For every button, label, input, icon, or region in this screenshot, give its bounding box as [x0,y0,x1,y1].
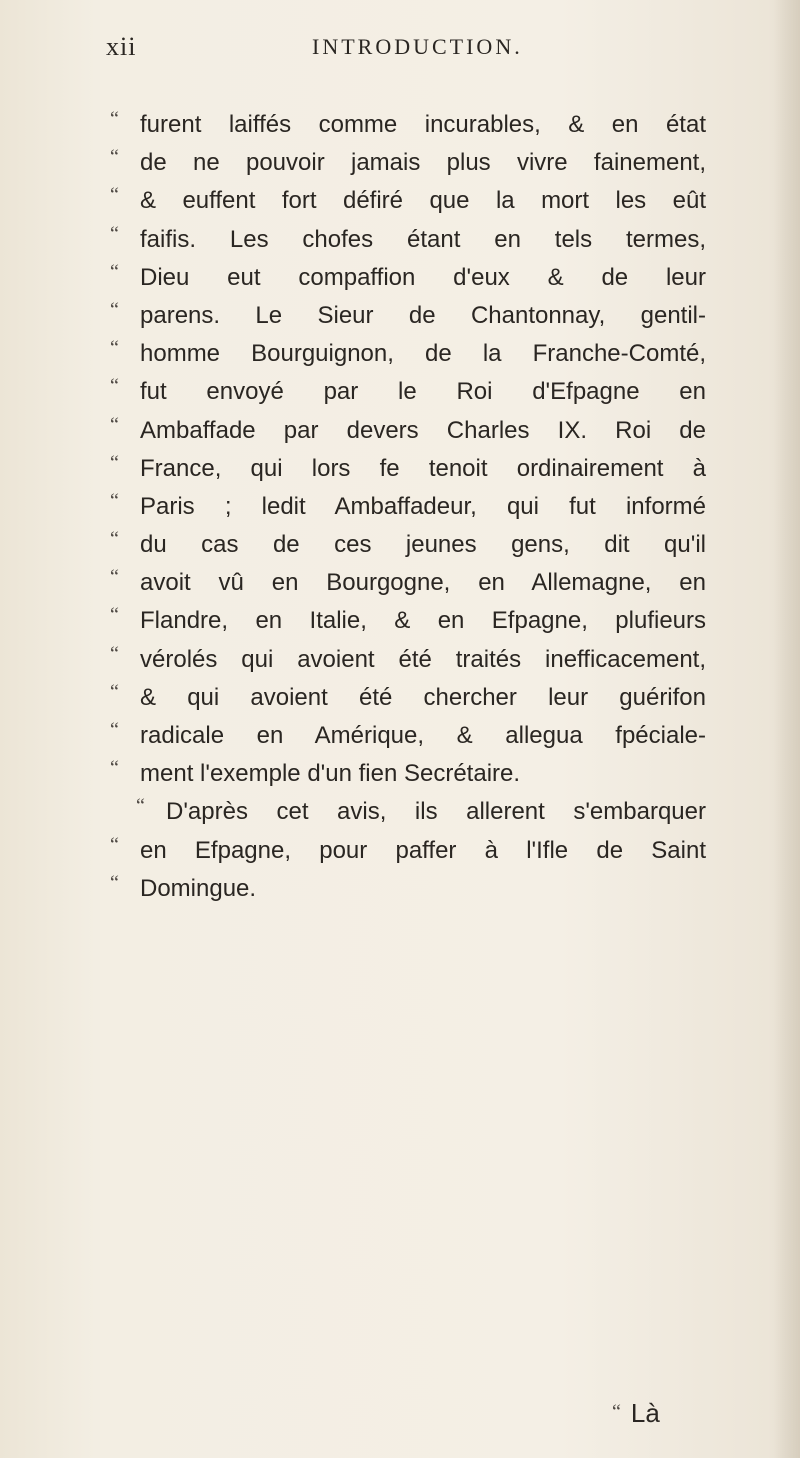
quote-mark: “ [110,413,119,436]
quote-mark: “ [110,146,119,169]
quote-mark: “ [110,260,119,283]
text-line [110,526,710,564]
line-text: Paris ; ledit Ambaffadeur, qui fut informé [140,492,706,520]
quote-mark: “ [110,451,119,474]
text-line [110,106,710,144]
text-line [110,335,710,373]
quote-mark: “ [110,833,119,856]
line-text: ment l'exemple d'un fien Secrétaire. [140,760,521,788]
page-header [0,32,800,72]
quote-mark: “ [110,184,119,207]
quote-mark: “ [110,680,119,703]
quote-mark: “ [110,489,119,512]
text-line [110,641,710,679]
quote-mark: “ [110,337,119,360]
catchword [612,1398,660,1429]
text-line [110,259,710,297]
quote-mark: “ [110,566,119,589]
text-line [110,488,710,526]
page-number: xii [106,32,137,61]
quote-mark: “ [110,108,119,130]
line-text: du cas de ces jeunes gens, dit qu'il [140,531,706,559]
line-text: & qui avoient été chercher leur guérifon [140,683,706,711]
text-line [110,144,710,182]
text-line [110,755,710,793]
quote-mark: “ [110,375,119,398]
body-text [110,106,710,908]
line-text: & euffent fort défiré que la mort les eût [140,187,706,215]
text-line [110,602,710,640]
quote-mark: “ [612,1401,621,1423]
line-text: Ambaffade par devers Charles IX. Roi de [140,416,706,444]
text-line [110,870,710,908]
quote-mark: “ [110,528,119,551]
text-line [110,450,710,488]
quote-mark: “ [110,642,119,665]
page-edge-shadow [774,0,800,1458]
line-text: D'après cet avis, ils allerent s'embarquer [166,798,706,826]
line-text: parens. Le Sieur de Chantonnay, gentil- [140,301,706,329]
line-text: Domingue. [140,874,257,902]
quote-mark: “ [110,298,119,321]
line-text: Dieu eut compaffion d'eux & de leur [140,263,706,291]
line-text: fut envoyé par le Roi d'Efpagne en [140,378,706,406]
text-line [110,717,710,755]
running-head: INTRODUCTION. [312,34,523,59]
text-line [110,832,710,870]
line-text: furent laiffés comme incurables, & en état [140,111,706,138]
line-text: radicale en Amérique, & allegua fpéciale- [140,722,706,749]
text-line [110,412,710,450]
quote-mark: “ [110,222,119,245]
text-line [110,564,710,602]
text-line [110,679,710,717]
quote-mark: “ [110,604,119,627]
line-text: France, qui lors fe tenoit ordinairement à [140,454,706,482]
line-text: avoit vû en Bourgogne, en Allemagne, en [140,569,706,597]
line-text: vérolés qui avoient été traités inefficacement, [140,645,706,673]
text-line [110,793,710,831]
line-text: de ne pouvoir jamais plus vivre fainement, [140,149,706,177]
line-text: homme Bourguignon, de la Franche-Comté, [140,340,706,368]
quote-mark: “ [110,871,119,894]
line-text: faifis. Les chofes étant en tels termes, [140,225,706,253]
line-text: en Efpagne, pour paffer à l'Ifle de Saint [140,836,706,864]
quote-mark: “ [136,795,145,818]
text-line [110,221,710,259]
catchword-text: Là [630,1398,660,1428]
text-line [110,373,710,411]
text-line [110,297,710,335]
quote-mark: “ [110,757,119,780]
line-text: Flandre, en Italie, & en Efpagne, plufieurs [140,607,706,635]
text-line [110,182,710,220]
quote-mark: “ [110,719,119,741]
